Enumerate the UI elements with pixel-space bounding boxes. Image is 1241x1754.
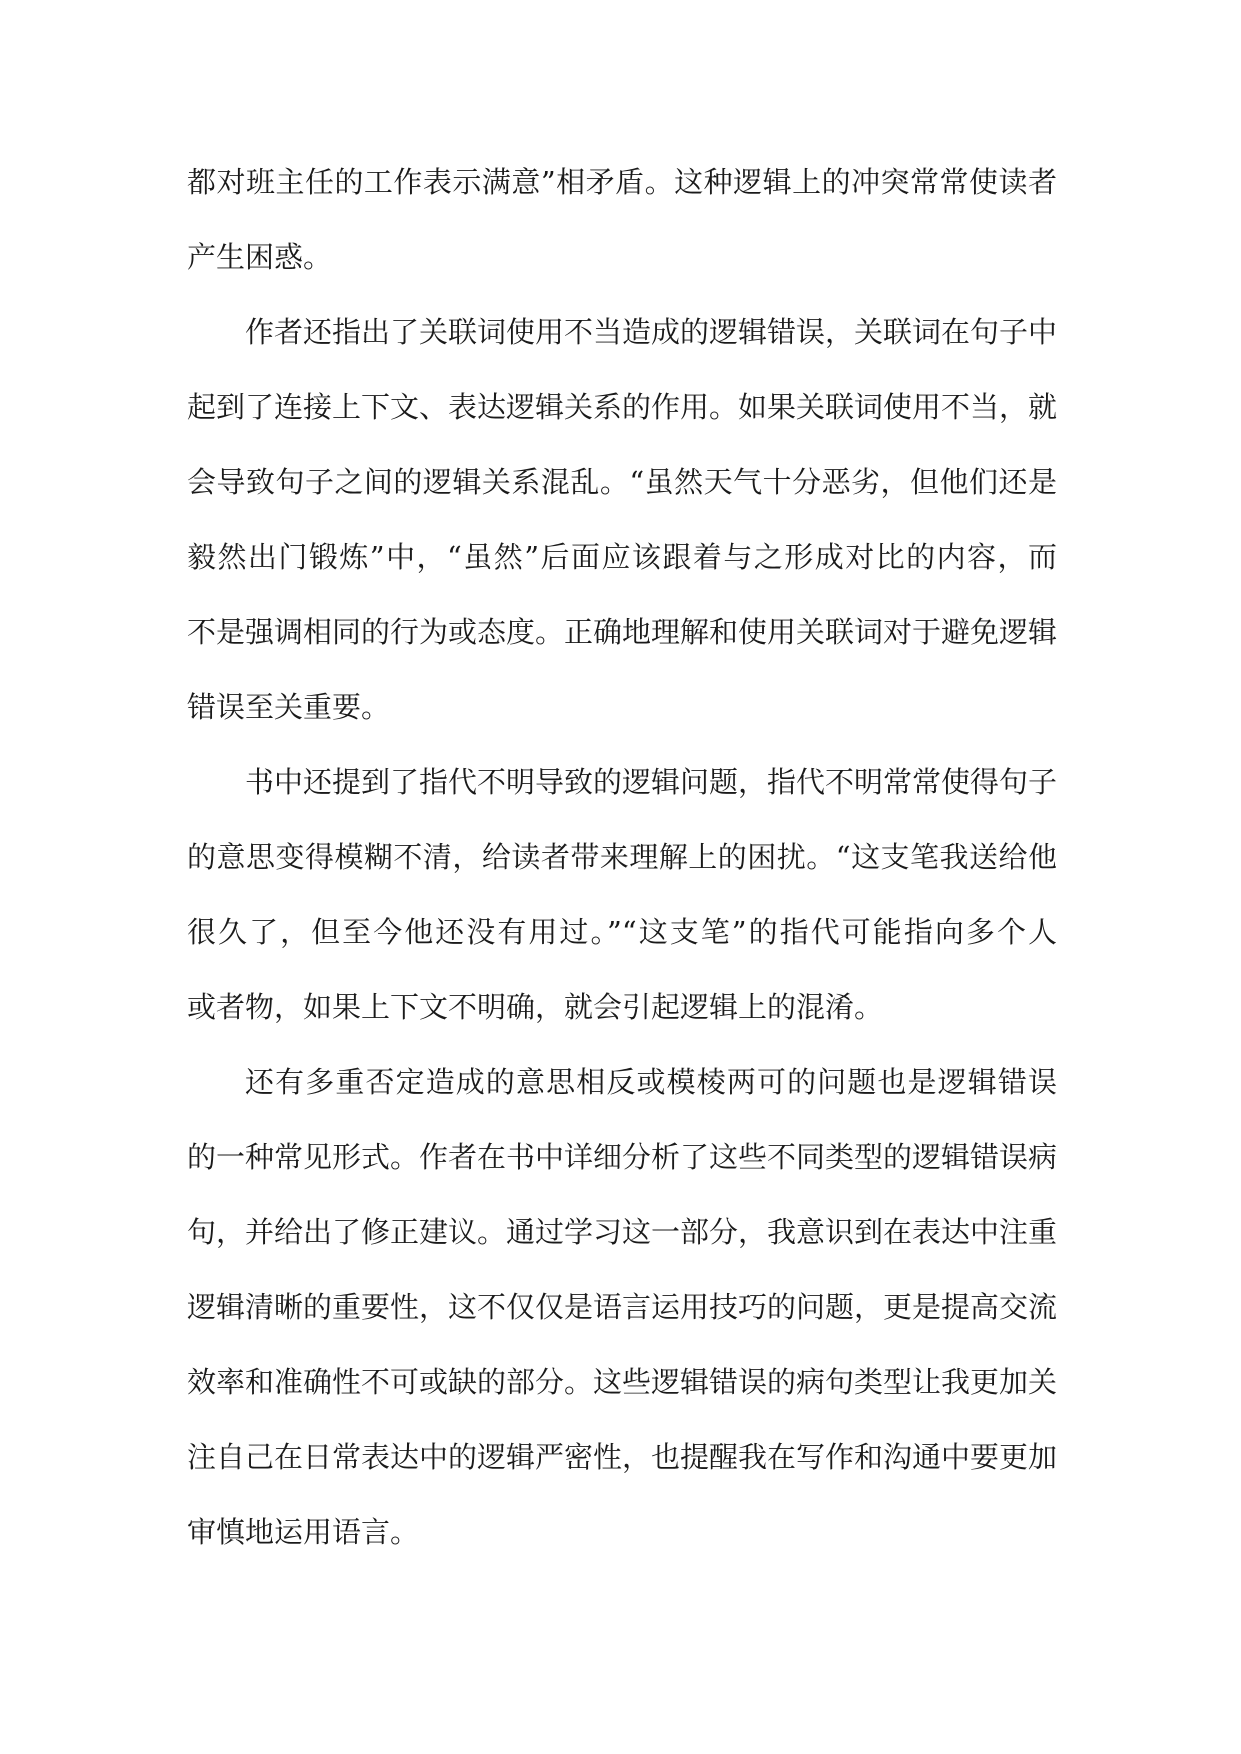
text-line: 毅然出门锻炼”中，“虽然”后面应该跟着与之形成对比的内容，而: [187, 540, 1057, 574]
paragraph-first-line: 书中还提到了指代不明导致的逻辑问题，指代不明常常使得句子: [245, 765, 1058, 799]
text-line: 逻辑清晰的重要性，这不仅仅是语言运用技巧的问题，更是提高交流: [187, 1290, 1058, 1324]
text-line: 的意思变得模糊不清，给读者带来理解上的困扰。“这支笔我送给他: [187, 840, 1057, 874]
text-line: 会导致句子之间的逻辑关系混乱。“虽然天气十分恶劣，但他们还是: [187, 465, 1057, 499]
text-line: 或者物，如果上下文不明确，就会引起逻辑上的混淆。: [187, 990, 884, 1024]
text-line: 不是强调相同的行为或态度。正确地理解和使用关联词对于避免逻辑: [187, 615, 1058, 649]
text-line: 错误至关重要。: [187, 690, 391, 724]
paragraph-first-line: 作者还指出了关联词使用不当造成的逻辑错误，关联词在句子中: [245, 315, 1058, 349]
text-line: 产生困惑。: [187, 240, 333, 274]
text-line: 很久了，但至今他还没有用过。”“这支笔”的指代可能指向多个人: [187, 915, 1057, 949]
text-line: 审慎地运用语言。: [187, 1515, 420, 1549]
text-line: 的一种常见形式。作者在书中详细分析了这些不同类型的逻辑错误病: [187, 1140, 1058, 1174]
text-line: 注自己在日常表达中的逻辑严密性，也提醒我在写作和沟通中要更加: [187, 1440, 1058, 1474]
body-text: [187, 145, 1057, 1570]
paragraph-first-line: 还有多重否定造成的意思相反或模棱两可的问题也是逻辑错误: [245, 1065, 1057, 1099]
text-line: 句，并给出了修正建议。通过学习这一部分，我意识到在表达中注重: [187, 1215, 1058, 1249]
text-line: 效率和准确性不可或缺的部分。这些逻辑错误的病句类型让我更加关: [187, 1365, 1058, 1399]
text-line: 起到了连接上下文、表达逻辑关系的作用。如果关联词使用不当，就: [187, 390, 1058, 424]
text-line: 都对班主任的工作表示满意”相矛盾。这种逻辑上的冲突常常使读者: [187, 165, 1057, 199]
